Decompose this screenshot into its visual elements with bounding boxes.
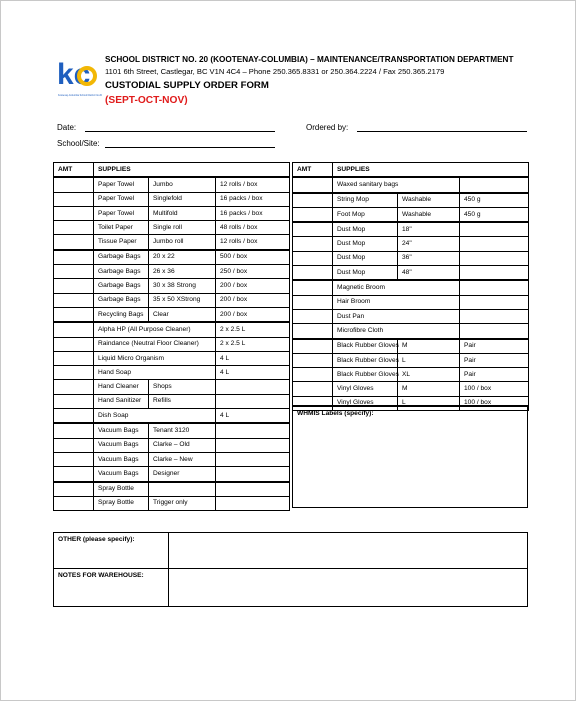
amount-cell[interactable] [54, 235, 94, 250]
table-row [293, 266, 529, 281]
supply-item: Waxed sanitary bags [333, 177, 460, 192]
supply-package: 16 packs / box [216, 192, 290, 206]
supply-package [216, 423, 290, 438]
supply-variant: 36" [398, 251, 460, 265]
supply-variant: 30 x 38 Strong [149, 279, 216, 293]
amount-cell[interactable] [293, 309, 333, 323]
supply-item: Dust Mop [333, 266, 398, 281]
amount-cell[interactable] [54, 366, 94, 380]
supply-package: Pair [460, 339, 529, 354]
supply-item: Garbage Bags [94, 265, 149, 279]
supply-item: Microfibre Cloth [333, 324, 460, 339]
supply-package: 200 / box [216, 307, 290, 322]
amount-cell[interactable] [293, 353, 333, 367]
amount-cell[interactable] [54, 482, 94, 497]
supply-package: Pair [460, 353, 529, 367]
school-field[interactable] [105, 147, 275, 148]
supply-package [460, 295, 529, 309]
supply-item: Dust Mop [333, 237, 398, 251]
supply-item: Spray Bottle [94, 482, 149, 497]
supply-variant: Tenant 3120 [149, 423, 216, 438]
amount-cell[interactable] [293, 207, 333, 222]
supply-package [460, 251, 529, 265]
supply-item: Magnetic Broom [333, 280, 460, 295]
table-row [293, 309, 529, 323]
supply-package: 100 / box [460, 396, 529, 410]
supply-item: Recycling Bags [94, 307, 149, 322]
supply-item: Vacuum Bags [94, 452, 149, 466]
supply-variant: Clarke – Old [149, 438, 216, 452]
notes-box[interactable] [53, 568, 528, 607]
table-row [293, 207, 529, 222]
amount-cell[interactable] [54, 322, 94, 337]
table-row [54, 337, 290, 351]
amount-cell[interactable] [293, 177, 333, 192]
left-supplies-table [53, 162, 290, 511]
supply-package [460, 177, 529, 192]
supply-variant: L [398, 396, 460, 410]
amount-cell[interactable] [54, 409, 94, 424]
table-row [54, 482, 290, 497]
other-divider [168, 533, 169, 568]
supply-item: Black Rubber Gloves [333, 353, 398, 367]
amount-cell[interactable] [54, 265, 94, 279]
table-row [293, 353, 529, 367]
supply-variant: 26 x 36 [149, 265, 216, 279]
table-row [293, 251, 529, 265]
supply-package [216, 380, 290, 394]
table-row [293, 368, 529, 382]
whmis-labels-box[interactable] [292, 405, 528, 508]
table-row [54, 322, 290, 337]
supply-item: Vacuum Bags [94, 467, 149, 482]
amount-cell[interactable] [293, 324, 333, 339]
supply-variant: Washable [398, 207, 460, 222]
table-row [293, 324, 529, 339]
right-supplies-table [292, 162, 529, 411]
supply-item: Paper Towel [94, 206, 149, 220]
logo-k: kc [57, 58, 91, 91]
amount-cell[interactable] [54, 423, 94, 438]
table-row [54, 409, 290, 424]
supply-package: 500 / box [216, 250, 290, 265]
other-box[interactable] [53, 532, 528, 569]
supply-package [216, 394, 290, 408]
supply-variant: Jumbo roll [149, 235, 216, 250]
notes-label: NOTES FOR WAREHOUSE: [58, 572, 144, 579]
supply-item: Foot Mop [333, 207, 398, 222]
amount-cell[interactable] [54, 177, 94, 192]
table-row [54, 394, 290, 408]
ordered-by-label: Ordered by: [306, 123, 349, 132]
supply-variant: Clarke – New [149, 452, 216, 466]
supply-variant: Jumbo [149, 177, 216, 192]
amt-header: AMT [54, 163, 94, 178]
supply-variant: Multifold [149, 206, 216, 220]
supply-item: Paper Towel [94, 177, 149, 192]
supply-item: Vacuum Bags [94, 423, 149, 438]
amount-cell[interactable] [54, 380, 94, 394]
date-label: Date: [57, 123, 77, 132]
supply-variant: Refills [149, 394, 216, 408]
table-row [293, 295, 529, 309]
supply-item: String Mop [333, 193, 398, 208]
table-row [54, 467, 290, 482]
supply-package [460, 280, 529, 295]
table-row [54, 496, 290, 510]
supply-variant: Shops [149, 380, 216, 394]
school-label: School/Site: [57, 139, 100, 148]
supply-package: 200 / box [216, 293, 290, 307]
supply-item: Black Rubber Gloves [333, 368, 398, 382]
supply-item: Dust Pan [333, 309, 460, 323]
amount-cell[interactable] [54, 496, 94, 510]
table-row [293, 177, 529, 192]
amount-cell[interactable] [293, 237, 333, 251]
amount-cell[interactable] [293, 339, 333, 354]
amount-cell[interactable] [54, 394, 94, 408]
supply-item: Dust Mop [333, 222, 398, 237]
supply-item: Vacuum Bags [94, 438, 149, 452]
supply-package: 450 g [460, 207, 529, 222]
supply-package: 12 rolls / box [216, 177, 290, 192]
supply-variant: Trigger only [149, 496, 216, 510]
supply-package: 4 L [216, 366, 290, 380]
table-row [54, 307, 290, 322]
logo-caption: Kootenay-Columbia School District No.20 [58, 94, 102, 97]
table-row [54, 423, 290, 438]
supply-package [460, 309, 529, 323]
supply-variant: Singlefold [149, 192, 216, 206]
amount-cell[interactable] [54, 206, 94, 220]
district-address: 1101 6th Street, Castlegar, BC V1N 4C4 – Phone 250.365.8331 or 250.364.2224 / Fax 250.365.2179 [105, 67, 445, 76]
table-row [54, 366, 290, 380]
table-row [54, 221, 290, 235]
supply-package [460, 237, 529, 251]
supply-package [216, 438, 290, 452]
supply-package [460, 266, 529, 281]
supply-item: Black Rubber Gloves [333, 339, 398, 354]
supply-variant: M [398, 339, 460, 354]
amount-cell[interactable] [293, 382, 333, 396]
amount-cell[interactable] [54, 452, 94, 466]
date-field[interactable] [85, 131, 275, 132]
supply-variant: Designer [149, 467, 216, 482]
supply-package [460, 222, 529, 237]
table-row [54, 452, 290, 466]
amount-cell[interactable] [293, 280, 333, 295]
supply-item: Toilet Paper [94, 221, 149, 235]
table-row [293, 339, 529, 354]
supply-item: Tissue Paper [94, 235, 149, 250]
table-row [54, 279, 290, 293]
supply-variant: 48" [398, 266, 460, 281]
amount-cell[interactable] [293, 193, 333, 208]
table-row [54, 177, 290, 192]
supply-package [216, 467, 290, 482]
supply-item: Dust Mop [333, 251, 398, 265]
amount-cell[interactable] [293, 368, 333, 382]
amt-header: AMT [293, 163, 333, 178]
supply-item: Hand Sanitizer [94, 394, 149, 408]
supply-item: Raindance (Neutral Floor Cleaner) [94, 337, 216, 351]
table-row [54, 250, 290, 265]
table-row [54, 438, 290, 452]
supply-item: Hand Cleaner [94, 380, 149, 394]
amount-cell[interactable] [293, 266, 333, 281]
supply-package [460, 324, 529, 339]
table-row [54, 293, 290, 307]
table-row [293, 193, 529, 208]
supply-package: Pair [460, 368, 529, 382]
amount-cell[interactable] [54, 192, 94, 206]
supply-package: 16 packs / box [216, 206, 290, 220]
amount-cell[interactable] [54, 467, 94, 482]
supply-package: 200 / box [216, 279, 290, 293]
supply-package [216, 452, 290, 466]
supply-variant: XL [398, 368, 460, 382]
order-period: (SEPT-OCT-NOV) [105, 95, 188, 106]
table-row [293, 237, 529, 251]
amount-cell[interactable] [54, 337, 94, 351]
supply-variant: 18" [398, 222, 460, 237]
amount-cell[interactable] [54, 351, 94, 365]
supply-package: 48 rolls / box [216, 221, 290, 235]
amount-cell[interactable] [293, 295, 333, 309]
supply-item: Dish Soap [94, 409, 216, 424]
supply-package [216, 482, 290, 497]
whmis-label: WHMIS Labels (specify): [297, 410, 374, 417]
supply-item: Garbage Bags [94, 279, 149, 293]
supply-package: 450 g [460, 193, 529, 208]
amount-cell[interactable] [293, 251, 333, 265]
supplies-header: SUPPLIES [333, 163, 529, 178]
table-row [54, 206, 290, 220]
amount-cell[interactable] [54, 221, 94, 235]
supply-item: Garbage Bags [94, 250, 149, 265]
amount-cell[interactable] [293, 222, 333, 237]
supply-variant: 35 x 50 XStrong [149, 293, 216, 307]
supply-variant: M [398, 382, 460, 396]
table-header-row [54, 163, 290, 178]
amount-cell[interactable] [54, 293, 94, 307]
supply-package: 250 / box [216, 265, 290, 279]
supplies-header: SUPPLIES [94, 163, 290, 178]
district-logo [57, 58, 102, 106]
form-title: CUSTODIAL SUPPLY ORDER FORM [105, 80, 269, 91]
supply-package: 4 L [216, 351, 290, 365]
ordered-by-field[interactable] [357, 131, 527, 132]
supply-item: Vinyl Gloves [333, 396, 398, 410]
table-row [293, 280, 529, 295]
supply-variant: 24" [398, 237, 460, 251]
amount-cell[interactable] [54, 307, 94, 322]
table-row [293, 222, 529, 237]
supply-variant: Clear [149, 307, 216, 322]
amount-cell[interactable] [54, 438, 94, 452]
district-heading: SCHOOL DISTRICT NO. 20 (KOOTENAY-COLUMBIA) – MAINTENANCE/TRANSPORTATION DEPARTMENT [105, 55, 514, 64]
supply-variant: L [398, 353, 460, 367]
supply-package: 2 x 2.5 L [216, 337, 290, 351]
supply-package: 12 rolls / box [216, 235, 290, 250]
supply-variant [149, 482, 216, 497]
supply-package: 4 L [216, 409, 290, 424]
supply-item: Liquid Micro Organism [94, 351, 216, 365]
supply-package: 2 x 2.5 L [216, 322, 290, 337]
amount-cell[interactable] [54, 279, 94, 293]
supply-item: Hand Soap [94, 366, 216, 380]
supply-package [216, 496, 290, 510]
supply-variant: Single roll [149, 221, 216, 235]
table-row [54, 265, 290, 279]
table-row [54, 380, 290, 394]
supply-item: Garbage Bags [94, 293, 149, 307]
supply-item: Paper Towel [94, 192, 149, 206]
supply-item: Spray Bottle [94, 496, 149, 510]
table-row [54, 192, 290, 206]
table-header-row [293, 163, 529, 178]
amount-cell[interactable] [54, 250, 94, 265]
other-label: OTHER (please specify): [58, 536, 135, 543]
supply-item: Hair Broom [333, 295, 460, 309]
supply-item: Vinyl Gloves [333, 382, 398, 396]
supply-variant: 20 x 22 [149, 250, 216, 265]
notes-divider [168, 569, 169, 606]
table-row [54, 235, 290, 250]
supply-variant: Washable [398, 193, 460, 208]
supply-item: Alpha HP (All Purpose Cleaner) [94, 322, 216, 337]
table-row [293, 382, 529, 396]
supply-package: 100 / box [460, 382, 529, 396]
table-row [54, 351, 290, 365]
